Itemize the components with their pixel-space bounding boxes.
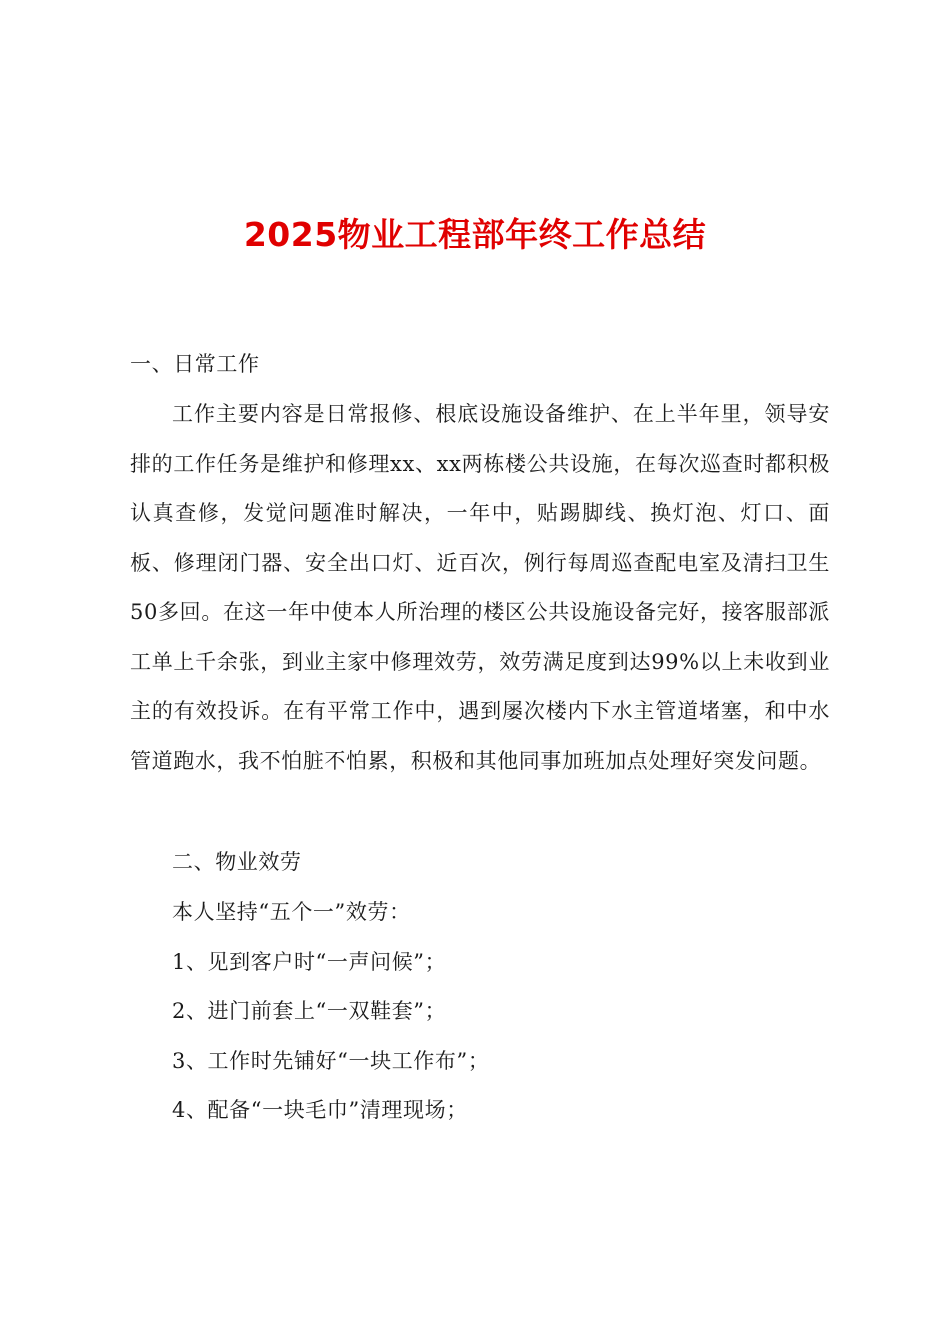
section-heading-daily-work: 一、日常工作 [130,352,260,376]
service-intro: 本人坚持“五个一”效劳： [172,900,411,924]
list-item: 4、配备“一块毛巾”清理现场； [172,1098,468,1122]
document-title: 2025物业工程部年终工作总结 [243,215,707,254]
list-item: 3、工作时先铺好“一块工作布”； [172,1049,490,1073]
list-item: 2、进门前套上“一双鞋套”； [172,999,447,1023]
section-heading-property-service: 二、物业效劳 [172,850,302,874]
list-item: 1、见到客户时“一声问候”； [172,950,447,974]
paragraph-daily-work: 工作主要内容是日常报修、根底设施设备维护、在上半年里，领导安排的工作任务是维护和修理xx、xx两栋楼公共设施，在每次巡查时都积极认真查修，发觉问题准时解决，一年中，贴踢脚线、换灯泡、灯口、面板、修理闭门器、安全出口灯、近百次，例行每周巡查配电室及清扫卫生50多回。在这一年中使本人所治理的楼区公共设施设备完好，接客服部派工单上千余张，到业主家中修理效劳，效劳满足度到达99%以上未收到业主的有效投诉。在有平常工作中，遇到屡次楼内下水主管道堵塞，和中水管道跑水，我不怕脏不怕累，积极和其他同事加班加点处理好突发问题。 [130,402,830,773]
